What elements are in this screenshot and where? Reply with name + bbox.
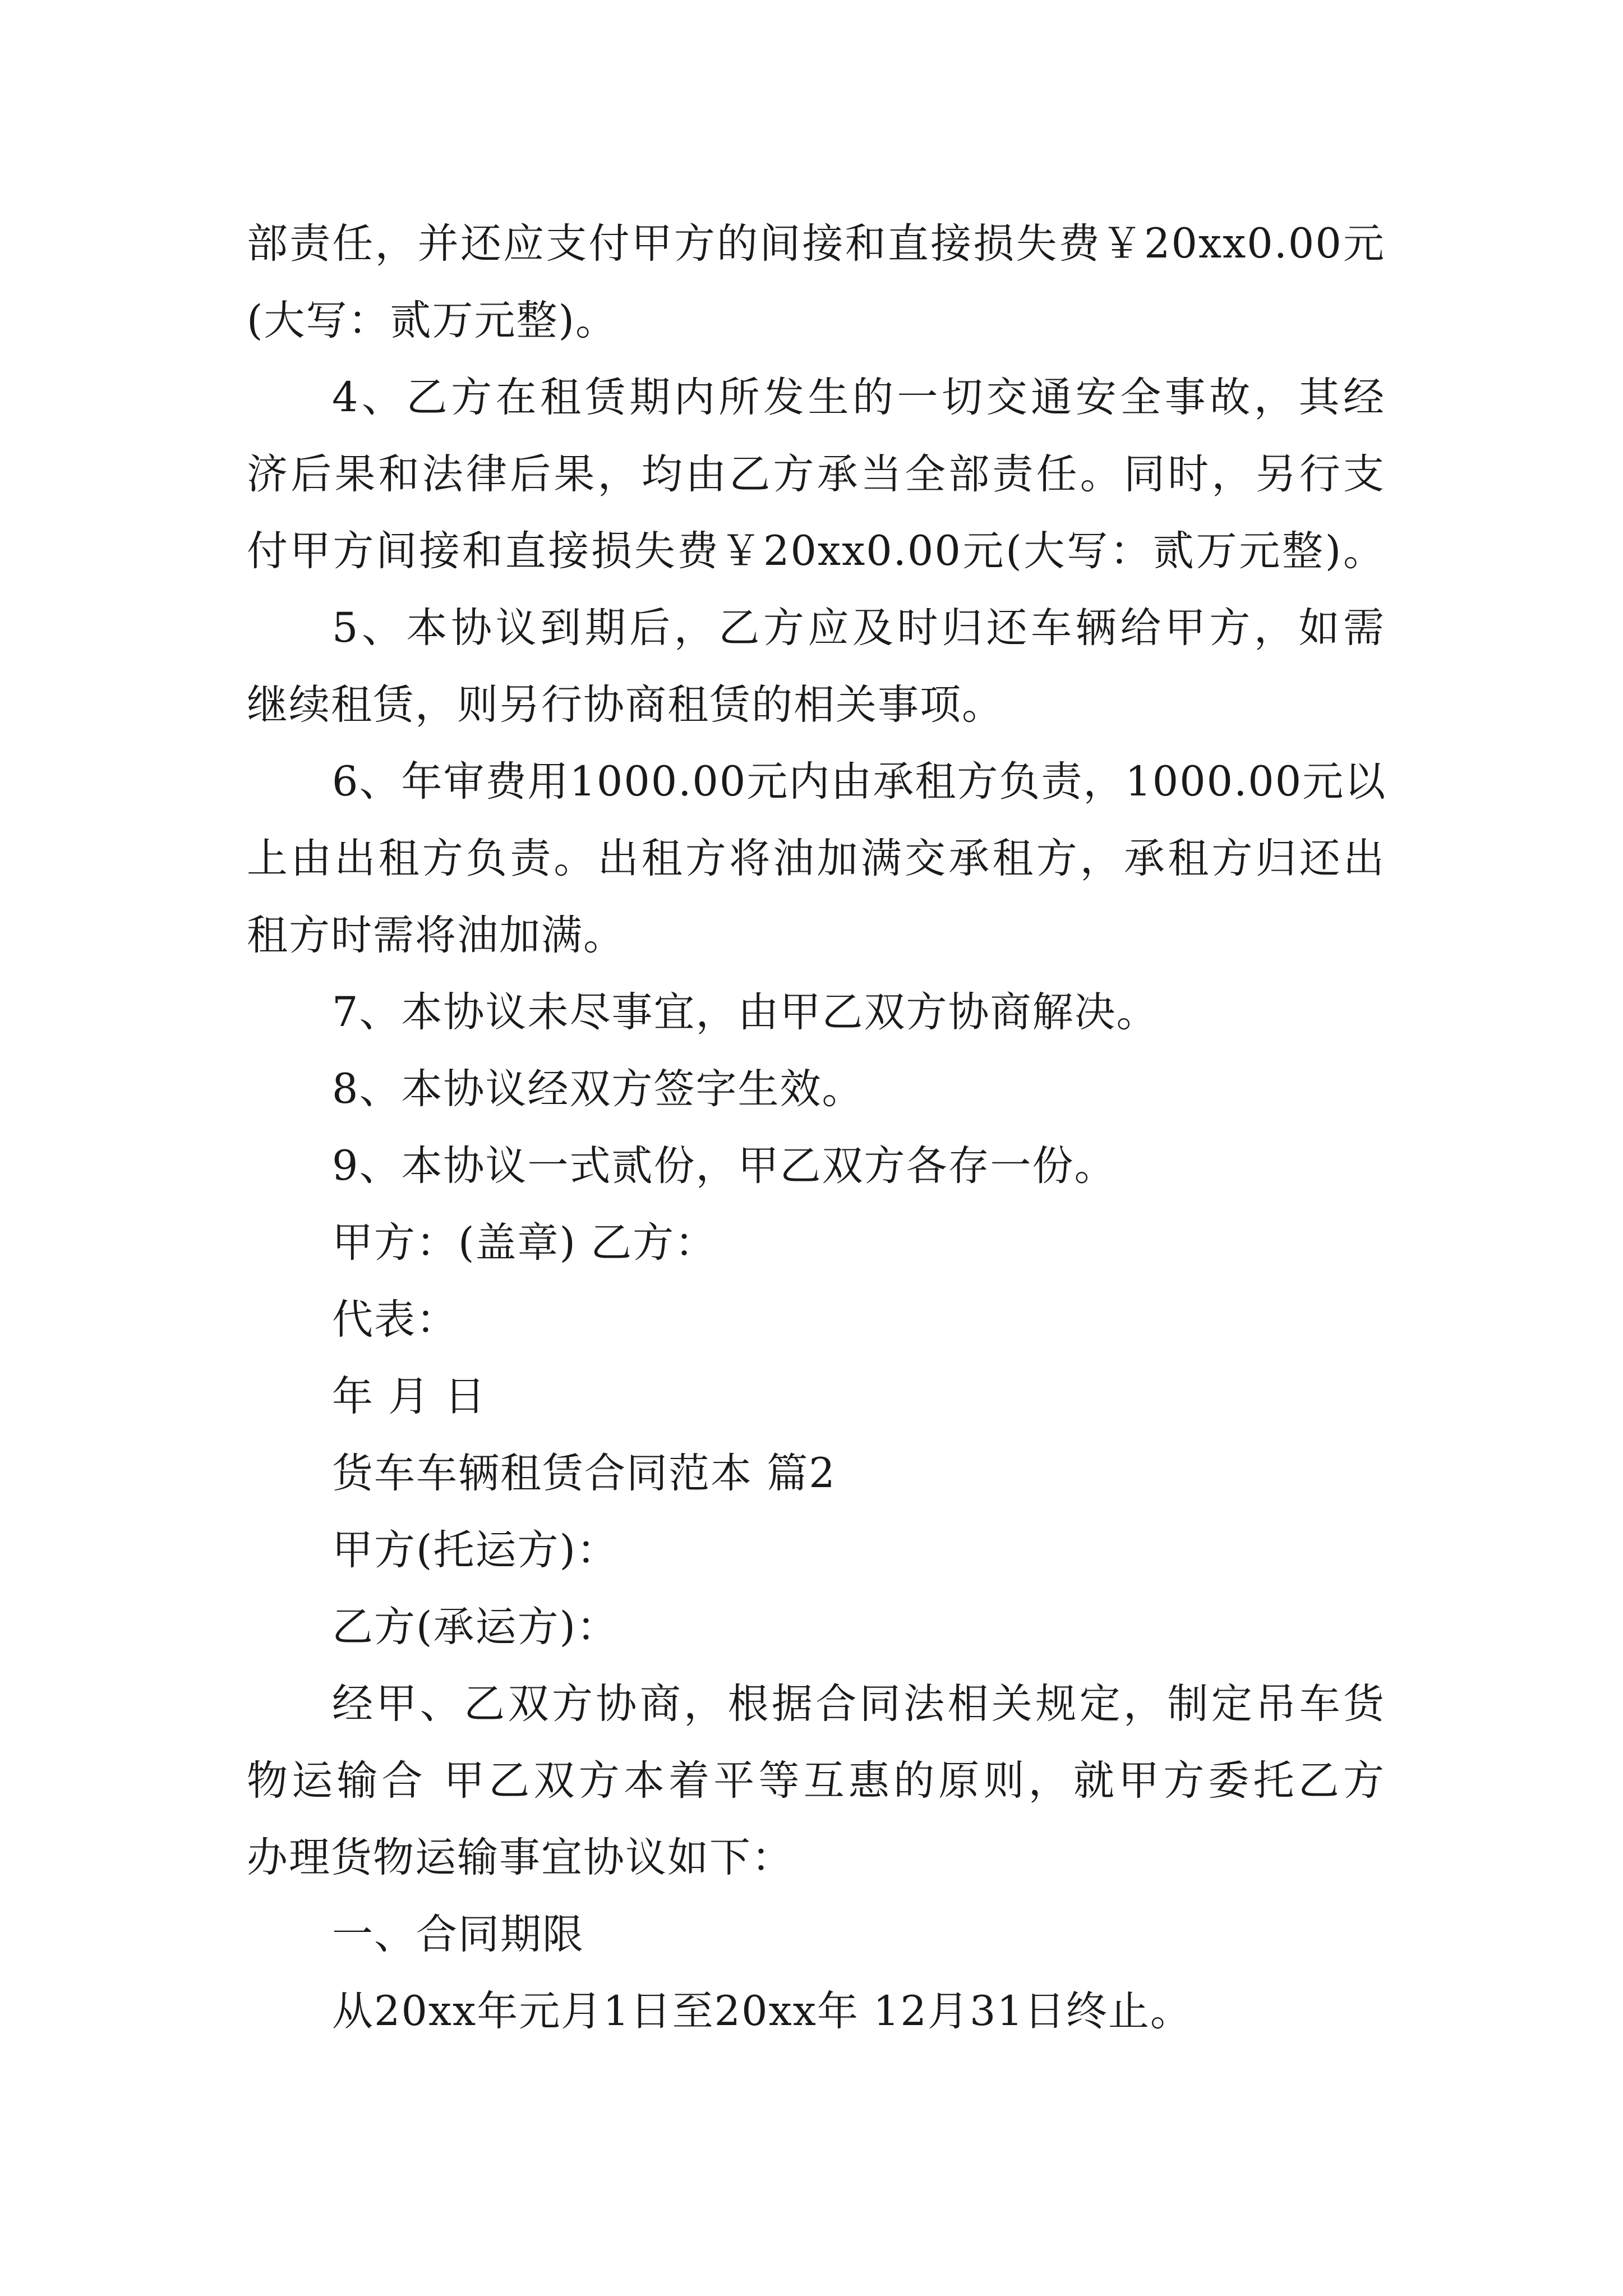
text-line: 经甲、乙双方协商，根据合同法相关规定，制定吊车货 — [332, 1680, 1385, 1728]
text-line: 物运输合 甲乙双方本着平等互惠的原则，就甲方委托乙方 — [247, 1757, 1385, 1805]
signature-date-line: 年 月 日 — [332, 1373, 487, 1420]
text-line: 办理货物运输事宜协议如下： — [247, 1834, 794, 1881]
text-line: 上由出租方负责。出租方将油加满交承租方，承租方归还出 — [247, 835, 1385, 882]
text-line: 9、本协议一式贰份，甲乙双方各存一份。 — [332, 1142, 1117, 1190]
clause-heading: 一、合同期限 — [332, 1911, 584, 1958]
text-line: 8、本协议经双方签字生效。 — [332, 1065, 864, 1113]
signature-party-line: 甲方：(盖章) 乙方： — [332, 1219, 717, 1267]
text-line: 6、年审费用1000.00元内由承租方负责，1000.00元以 — [332, 758, 1387, 806]
text-line: 5、本协议到期后，乙方应及时归还车辆给甲方，如需 — [332, 604, 1385, 652]
text-line: 从20xx年元月1日至20xx年 12月31日终止。 — [332, 1987, 1192, 2035]
text-line: (大写：贰万元整)。 — [247, 297, 617, 344]
party-b-line: 乙方(承运方)： — [332, 1603, 619, 1651]
signature-representative-line: 代表： — [332, 1296, 458, 1343]
text-line: 济后果和法律后果，均由乙方承当全部责任。同时，另行支 — [247, 450, 1385, 498]
text-line: 4、乙方在租赁期内所发生的一切交通安全事故，其经 — [332, 374, 1385, 421]
party-a-line: 甲方(托运方)： — [332, 1526, 619, 1574]
text-line: 继续租赁，则另行协商租赁的相关事项。 — [247, 681, 1004, 729]
text-line: 付甲方间接和直接损失费￥20xx0.00元(大写：贰万元整)。 — [247, 527, 1385, 575]
section-title: 货车车辆租赁合同范本 篇2 — [332, 1450, 836, 1497]
text-line: 7、本协议未尽事宜，由甲乙双方协商解决。 — [332, 988, 1159, 1036]
text-line: 部责任，并还应支付甲方的间接和直接损失费￥20xx0.00元 — [247, 220, 1385, 268]
text-line: 租方时需将油加满。 — [247, 912, 625, 959]
